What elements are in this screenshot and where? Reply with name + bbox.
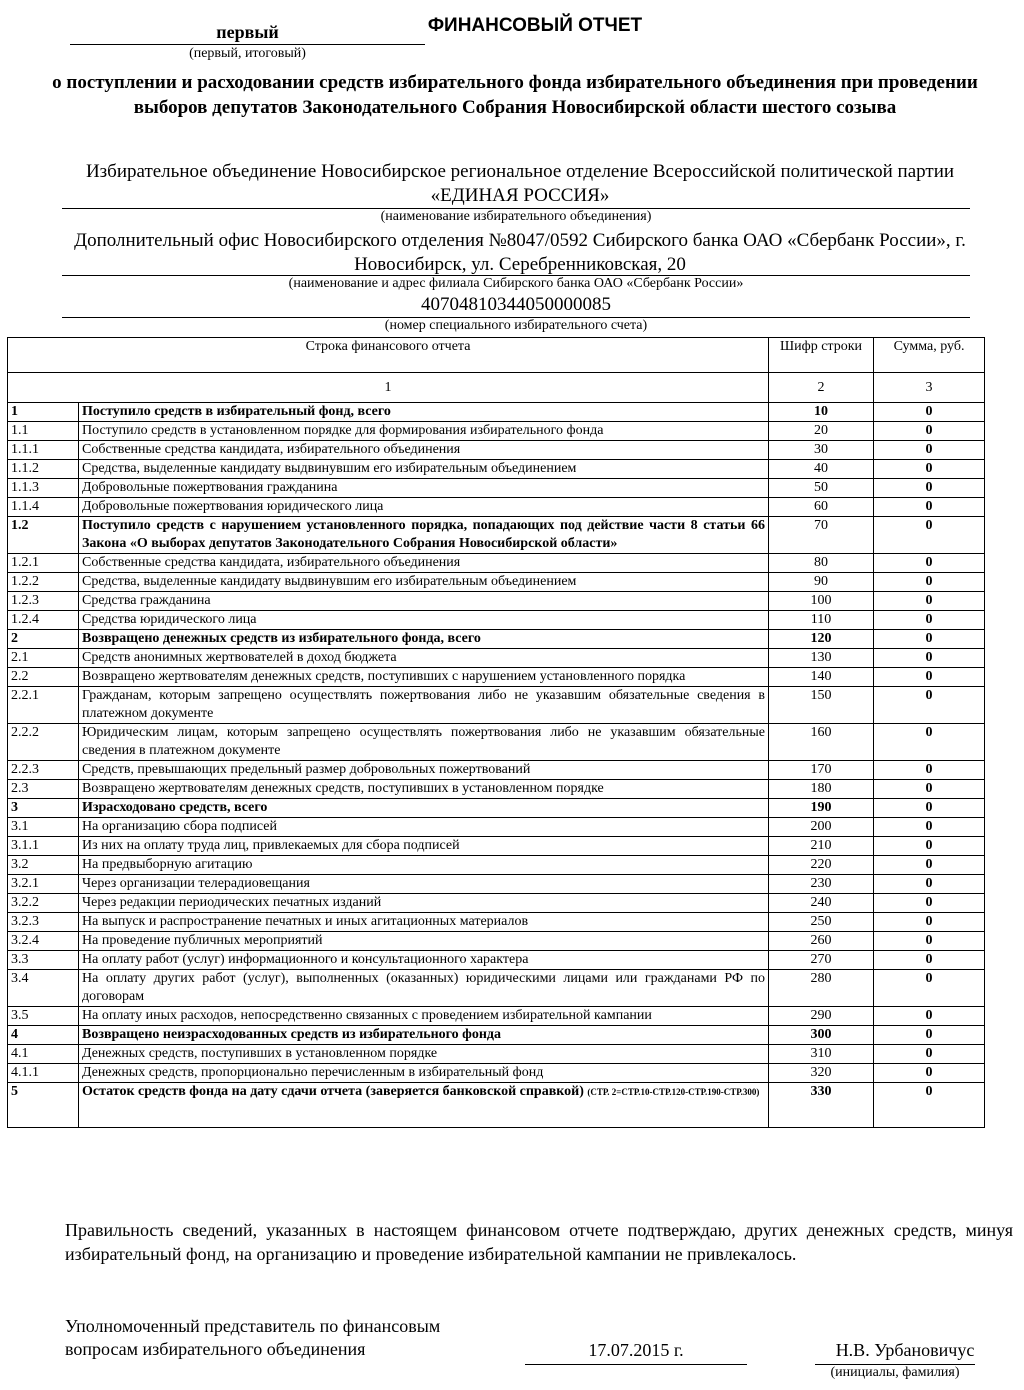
- row-code: 310: [769, 1045, 874, 1064]
- table-row: [8, 818, 985, 837]
- row-code: 70: [769, 517, 874, 554]
- row-number: 1.2: [8, 517, 79, 554]
- row-code: 190: [769, 799, 874, 818]
- row-number: 2: [8, 630, 79, 649]
- row-code: 180: [769, 780, 874, 799]
- table-row: [8, 592, 985, 611]
- table-row: [8, 1064, 985, 1083]
- row-code: 230: [769, 875, 874, 894]
- row-label: Средств анонимных жертвователей в доход бюджета: [79, 649, 769, 668]
- row-number: 4: [8, 1026, 79, 1045]
- row-code: 150: [769, 687, 874, 724]
- table-row: [8, 649, 985, 668]
- table-row: [8, 479, 985, 498]
- table-row: [8, 951, 985, 970]
- row-sum: 0: [874, 687, 985, 724]
- row-number: 4.1: [8, 1045, 79, 1064]
- row-number: 1: [8, 403, 79, 422]
- table-row: [8, 1007, 985, 1026]
- row-number: 2.2.1: [8, 687, 79, 724]
- row-sum: 0: [874, 554, 985, 573]
- row-label: Поступило средств в избирательный фонд, всего: [79, 403, 769, 422]
- row-label: Добровольные пожертвования гражданина: [79, 479, 769, 498]
- table-row: [8, 894, 985, 913]
- row-label: На оплату других работ (услуг), выполненных (оказанных) юридическими лицами или гражданами РФ по договорам: [79, 970, 769, 1007]
- row-code: 120: [769, 630, 874, 649]
- row-code: 10: [769, 403, 874, 422]
- row-code: 210: [769, 837, 874, 856]
- header-sum: Сумма, руб.: [874, 338, 985, 373]
- row-label: Юридическим лицам, которым запрещено осуществлять пожертвования либо не указавшим обязательные сведения в платежном документе: [79, 724, 769, 761]
- row-number: 4.1.1: [8, 1064, 79, 1083]
- table-row: [8, 573, 985, 592]
- table-row: [8, 970, 985, 1007]
- sign-date-underline: [525, 1364, 747, 1365]
- row-label: Средств, превышающих предельный размер добровольных пожертвований: [79, 761, 769, 780]
- row-label: Денежных средств, пропорционально перечисленным в избирательный фонд: [79, 1064, 769, 1083]
- row-sum: 0: [874, 1064, 985, 1083]
- row-code: 320: [769, 1064, 874, 1083]
- header-line: Строка финансового отчета: [8, 338, 769, 373]
- row-code: 270: [769, 951, 874, 970]
- table-row: [8, 724, 985, 761]
- row-number: 2.1: [8, 649, 79, 668]
- row-label: Из них на оплату труда лиц, привлекаемых для сбора подписей: [79, 837, 769, 856]
- table-row: [8, 932, 985, 951]
- row-code: 240: [769, 894, 874, 913]
- row-number: 1.2.4: [8, 611, 79, 630]
- row-label: На выпуск и распространение печатных и иных агитационных материалов: [79, 913, 769, 932]
- row-number: 1.1.1: [8, 441, 79, 460]
- row-number: 3.2.2: [8, 894, 79, 913]
- report-kind-underline: [70, 44, 425, 45]
- report-title: ФИНАНСОВЫЙ ОТЧЕТ: [427, 15, 643, 36]
- table-row: [8, 517, 985, 554]
- table-row: [8, 761, 985, 780]
- table-row: [8, 554, 985, 573]
- row-code: 50: [769, 479, 874, 498]
- row-code: 110: [769, 611, 874, 630]
- row-sum: 0: [874, 1007, 985, 1026]
- row-label: Собственные средства кандидата, избирательного объединения: [79, 554, 769, 573]
- row-label: Средства, выделенные кандидату выдвинувшим его избирательным объединением: [79, 573, 769, 592]
- row-label: Через организации телерадиовещания: [79, 875, 769, 894]
- financial-report-table: [7, 337, 985, 1128]
- row-code: 20: [769, 422, 874, 441]
- row-label: Поступило средств с нарушением установленного порядка, попадающих под действие части 8 статьи 66 Закона «О выборах депутатов Законодательного Собрания Новосибирской области»: [79, 517, 769, 554]
- row-code: 160: [769, 724, 874, 761]
- row-label: Возвращено неизрасходованных средств из избирательного фонда: [79, 1026, 769, 1045]
- row-sum: 0: [874, 422, 985, 441]
- row-sum: 0: [874, 479, 985, 498]
- table-row: [8, 460, 985, 479]
- row-sum: 0: [874, 403, 985, 422]
- row-number: 3.2: [8, 856, 79, 875]
- row-code: 170: [769, 761, 874, 780]
- row-number: 1.1.2: [8, 460, 79, 479]
- row-sum: 0: [874, 649, 985, 668]
- row-sum: 0: [874, 1083, 985, 1128]
- table-row: [8, 913, 985, 932]
- header-code: Шифр строки: [769, 338, 874, 373]
- sign-date: 17.07.2015 г.: [588, 1340, 684, 1360]
- row-number: 3.2.1: [8, 875, 79, 894]
- row-label: [79, 1083, 769, 1128]
- row-number: 3: [8, 799, 79, 818]
- report-subtitle: о поступлении и расходовании средств избирательного фонда избирательного объединения при проведении выборов депутатов Законодательного Собрания Новосибирской области шестого созыва: [52, 72, 978, 118]
- row-number: 1.1.3: [8, 479, 79, 498]
- row-sum: 0: [874, 611, 985, 630]
- row-sum: 0: [874, 1026, 985, 1045]
- row-number: 1.2.3: [8, 592, 79, 611]
- row-code: 330: [769, 1083, 874, 1128]
- row-number: 3.2.4: [8, 932, 79, 951]
- account-number-caption: (номер специального избирательного счета): [384, 318, 648, 333]
- report-kind: первый: [216, 22, 279, 42]
- table-row: [8, 498, 985, 517]
- row-number: 1.2.1: [8, 554, 79, 573]
- row-label: На предвыборную агитацию: [79, 856, 769, 875]
- row-number: 3.2.3: [8, 913, 79, 932]
- row-code: 300: [769, 1026, 874, 1045]
- account-number: 40704810344050000085: [421, 294, 611, 315]
- colnum-3: 3: [874, 373, 985, 403]
- row-number: 3.1: [8, 818, 79, 837]
- table-row: [8, 780, 985, 799]
- confirmation-text: Правильность сведений, указанных в настоящем финансовом отчете подтверждаю, других денежных средств, минуя избирательный фонд, на организацию и проведение избирательной кампании не привлекалось.: [65, 1220, 1013, 1264]
- row-sum: 0: [874, 668, 985, 687]
- row-code: 290: [769, 1007, 874, 1026]
- row-sum: 0: [874, 761, 985, 780]
- row-label: Израсходовано средств, всего: [79, 799, 769, 818]
- row-number: 1.1.4: [8, 498, 79, 517]
- table-row: [8, 1026, 985, 1045]
- table-row: [8, 837, 985, 856]
- table-row: [8, 687, 985, 724]
- row-number: 1.1: [8, 422, 79, 441]
- row-label-note: (СТР. 2=СТР.10-СТР.120-СТР.190-СТР.300): [587, 1087, 760, 1097]
- row-sum: 0: [874, 780, 985, 799]
- row-label: Средства, выделенные кандидату выдвинувшим его избирательным объединением: [79, 460, 769, 479]
- table-row: [8, 799, 985, 818]
- row-code: 90: [769, 573, 874, 592]
- row-code: 130: [769, 649, 874, 668]
- row-sum: 0: [874, 856, 985, 875]
- row-label: На оплату работ (услуг) информационного и консультационного характера: [79, 951, 769, 970]
- row-code: 80: [769, 554, 874, 573]
- table-row: [8, 875, 985, 894]
- row-sum: 0: [874, 875, 985, 894]
- table-row: [8, 668, 985, 687]
- table-row: [8, 611, 985, 630]
- row-label: Собственные средства кандидата, избирательного объединения: [79, 441, 769, 460]
- row-code: 280: [769, 970, 874, 1007]
- row-label: Через редакции периодических печатных изданий: [79, 894, 769, 913]
- row-code: 260: [769, 932, 874, 951]
- row-label: Гражданам, которым запрещено осуществлять пожертвования либо не указавшим обязательные сведения в платежном документе: [79, 687, 769, 724]
- association-name: Избирательное объединение Новосибирское региональное отделение Всероссийской политической партии «ЕДИНАЯ РОССИЯ»: [85, 161, 955, 206]
- row-sum: 0: [874, 517, 985, 554]
- bank-branch: Дополнительный офис Новосибирского отделения №8047/0592 Сибирского банка ОАО «Сбербанк России», г. Новосибирск, ул. Серебренниковская, 20: [74, 230, 966, 275]
- row-number: 5: [8, 1083, 79, 1128]
- row-sum: 0: [874, 970, 985, 1007]
- row-sum: 0: [874, 724, 985, 761]
- row-number: 2.2.3: [8, 761, 79, 780]
- row-code: 200: [769, 818, 874, 837]
- row-label: На проведение публичных мероприятий: [79, 932, 769, 951]
- row-number: 3.1.1: [8, 837, 79, 856]
- row-label: Поступило средств в установленном порядке для формирования избирательного фонда: [79, 422, 769, 441]
- row-sum: 0: [874, 460, 985, 479]
- row-label: Возвращено жертвователям денежных средств, поступивших с нарушением установленного порядка: [79, 668, 769, 687]
- table-row: [8, 856, 985, 875]
- row-sum: 0: [874, 441, 985, 460]
- table-row: [8, 441, 985, 460]
- row-sum: 0: [874, 894, 985, 913]
- row-code: 100: [769, 592, 874, 611]
- row-code: 220: [769, 856, 874, 875]
- row-sum: 0: [874, 951, 985, 970]
- row-sum: 0: [874, 1045, 985, 1064]
- table-row: [8, 1083, 985, 1128]
- row-number: 3.5: [8, 1007, 79, 1026]
- table-row: [8, 422, 985, 441]
- row-label: Средства юридического лица: [79, 611, 769, 630]
- signer-name-caption: (инициалы, фамилия): [830, 1365, 960, 1380]
- table-header-row: [8, 338, 985, 373]
- row-number: 1.2.2: [8, 573, 79, 592]
- row-sum: 0: [874, 818, 985, 837]
- row-number: 3.4: [8, 970, 79, 1007]
- row-sum: 0: [874, 592, 985, 611]
- report-kind-caption: (первый, итоговый): [189, 46, 306, 61]
- row-code: 250: [769, 913, 874, 932]
- table-colnum-row: [8, 373, 985, 403]
- row-sum: 0: [874, 932, 985, 951]
- association-name-caption: (наименование избирательного объединения): [380, 209, 652, 224]
- row-sum: 0: [874, 837, 985, 856]
- row-number: 3.3: [8, 951, 79, 970]
- row-sum: 0: [874, 630, 985, 649]
- row-label: Возвращено жертвователям денежных средств, поступивших в установленном порядке: [79, 780, 769, 799]
- row-sum: 0: [874, 573, 985, 592]
- row-label: Денежных средств, поступивших в установленном порядке: [79, 1045, 769, 1064]
- table-row: [8, 1045, 985, 1064]
- row-label: На организацию сбора подписей: [79, 818, 769, 837]
- row-label: Возвращено денежных средств из избирательного фонда, всего: [79, 630, 769, 649]
- row-label: Средства гражданина: [79, 592, 769, 611]
- row-number: 2.3: [8, 780, 79, 799]
- row-code: 30: [769, 441, 874, 460]
- colnum-1: 1: [8, 373, 769, 403]
- row-code: 60: [769, 498, 874, 517]
- row-label-text: Остаток средств фонда на дату сдачи отчета (заверяется банковской справкой): [82, 1084, 584, 1099]
- row-sum: 0: [874, 498, 985, 517]
- row-sum: 0: [874, 913, 985, 932]
- table-row: [8, 403, 985, 422]
- colnum-2: 2: [769, 373, 874, 403]
- representative-label: Уполномоченный представитель по финансовым вопросам избирательного объединения: [65, 1316, 441, 1359]
- row-code: 40: [769, 460, 874, 479]
- row-label: На оплату иных расходов, непосредственно связанных с проведением избирательной кампании: [79, 1007, 769, 1026]
- row-number: 2.2.2: [8, 724, 79, 761]
- row-label: Добровольные пожертвования юридического лица: [79, 498, 769, 517]
- row-number: 2.2: [8, 668, 79, 687]
- table-row: [8, 630, 985, 649]
- bank-branch-caption: (наименование и адрес филиала Сибирского банка ОАО «Сбербанк России»: [288, 276, 744, 291]
- row-code: 140: [769, 668, 874, 687]
- row-sum: 0: [874, 799, 985, 818]
- signer-name: Н.В. Урбановичус: [835, 1340, 975, 1360]
